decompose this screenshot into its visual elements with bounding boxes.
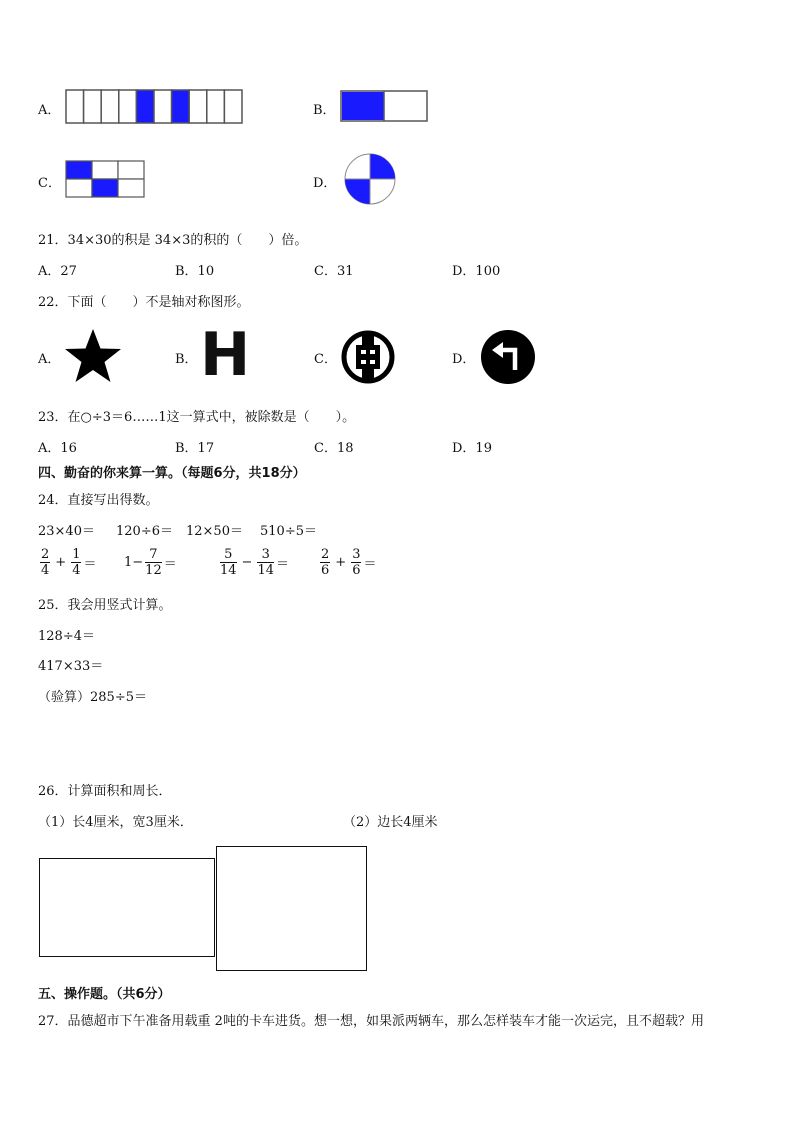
q24-fraction-expr-2: 1− $\frac{7}{12}$ ＝ — [124, 547, 177, 578]
fraction: $\frac{1}{4}$ — [72, 547, 81, 578]
q20-d-quadrant-1 — [370, 154, 395, 179]
grid-cell-filled — [92, 179, 118, 197]
bank-logo-icon — [340, 329, 396, 385]
q25-item-3: （验算）285÷5＝ — [38, 690, 147, 705]
square-figure — [216, 846, 367, 971]
grid-cell — [92, 161, 118, 179]
q21-option-a: A．27 — [38, 264, 77, 279]
fraction: $\frac{2}{4}$ — [41, 547, 50, 578]
strip-cell — [207, 90, 225, 123]
q24-fraction-expr-4: $\frac{2}{6}$ + $\frac{3}{6}$ ＝ — [321, 547, 377, 578]
strip-cell — [101, 90, 119, 123]
q20-option-a-strip — [64, 88, 244, 125]
q20-option-a-label: A． — [38, 103, 61, 118]
strip-cell — [224, 90, 242, 123]
star-icon — [62, 326, 124, 386]
strip-cell — [119, 90, 137, 123]
q21-option-d: D．100 — [452, 264, 501, 279]
q22-option-a-label: A． — [38, 352, 61, 367]
fraction: $\frac{5}{14}$ — [220, 547, 237, 578]
q23-option-d: D．19 — [452, 441, 492, 456]
fraction: $\frac{3}{6}$ — [352, 547, 361, 578]
section-4-heading: 四、勤奋的你来算一算。（每题6分，共18分） — [38, 466, 306, 481]
q24-expr-2: 120÷6＝ — [116, 524, 173, 539]
q24-expr-1: 23×40＝ — [38, 524, 95, 539]
q24-expr-4: 510÷5＝ — [260, 524, 317, 539]
q20-option-b-label: B． — [313, 103, 336, 118]
q21-option-b: B．10 — [175, 264, 215, 279]
q25-text: 25．我会用竖式计算。 — [38, 598, 172, 613]
fraction: $\frac{3}{14}$ — [257, 547, 274, 578]
q20-b-filled-half — [342, 92, 384, 120]
q23-text: 23．在○÷3＝6……1这一算式中，被除数是（ ）。 — [38, 410, 356, 425]
q24-fraction-expr-3: $\frac{5}{14}$ − $\frac{3}{14}$ ＝ — [220, 547, 290, 578]
q22-option-c-label: C． — [314, 352, 337, 367]
strip-cell-filled — [172, 90, 190, 123]
fraction: $\frac{2}{6}$ — [321, 547, 330, 578]
q23-option-a: A．16 — [38, 441, 77, 456]
q20-d-quadrant-3 — [345, 179, 370, 204]
q27-text: 27．品德超市下午准备用载重 2吨的卡车进货。想一想，如果派两辆车，那么怎样装车才能一次运完，且不超载？用 — [38, 1014, 704, 1029]
q21-option-c: C．31 — [314, 264, 354, 279]
section-5-heading: 五、操作题。（共6分） — [38, 987, 171, 1002]
q21-text: 21．34×30的积是 34×3的积的（ ）倍。 — [38, 233, 308, 248]
q26-sub-2: （2）边长4厘米 — [343, 815, 438, 830]
strip-cell — [84, 90, 102, 123]
turn-left-sign-icon — [479, 328, 537, 386]
q22-option-d-label: D． — [452, 352, 476, 367]
q20-option-d-label: D． — [313, 176, 337, 191]
strip-cell — [154, 90, 172, 123]
q20-option-d-circle — [344, 150, 398, 208]
q24-fraction-expr-1: $\frac{2}{4}$ + $\frac{1}{4}$ ＝ — [41, 547, 97, 578]
rectangle-figure — [39, 858, 215, 957]
fraction: $\frac{7}{12}$ — [145, 547, 162, 578]
q24-expr-3: 12×50＝ — [186, 524, 243, 539]
strip-cell-filled — [136, 90, 154, 123]
q22-option-b-label: B． — [175, 352, 198, 367]
strip-cell — [189, 90, 207, 123]
grid-cell — [118, 179, 144, 197]
grid-cell — [66, 179, 92, 197]
q20-option-c-grid — [65, 160, 145, 198]
q20-option-c-label: C． — [38, 176, 61, 191]
q26-text: 26．计算面积和周长． — [38, 784, 172, 799]
q23-option-b: B．17 — [175, 441, 215, 456]
q20-option-b-bar — [340, 89, 428, 123]
grid-cell — [118, 161, 144, 179]
q24-text: 24．直接写出得数。 — [38, 493, 159, 508]
q22-text: 22．下面（ ）不是轴对称图形。 — [38, 295, 250, 310]
q26-sub-1: （1）长4厘米，宽3厘米． — [38, 815, 193, 830]
q25-item-1: 128÷4＝ — [38, 629, 95, 644]
letter-h-icon: H — [200, 320, 251, 390]
q23-option-c: C．18 — [314, 441, 354, 456]
grid-cell-filled — [66, 161, 92, 179]
q25-item-2: 417×33＝ — [38, 659, 104, 674]
strip-cell — [66, 90, 84, 123]
